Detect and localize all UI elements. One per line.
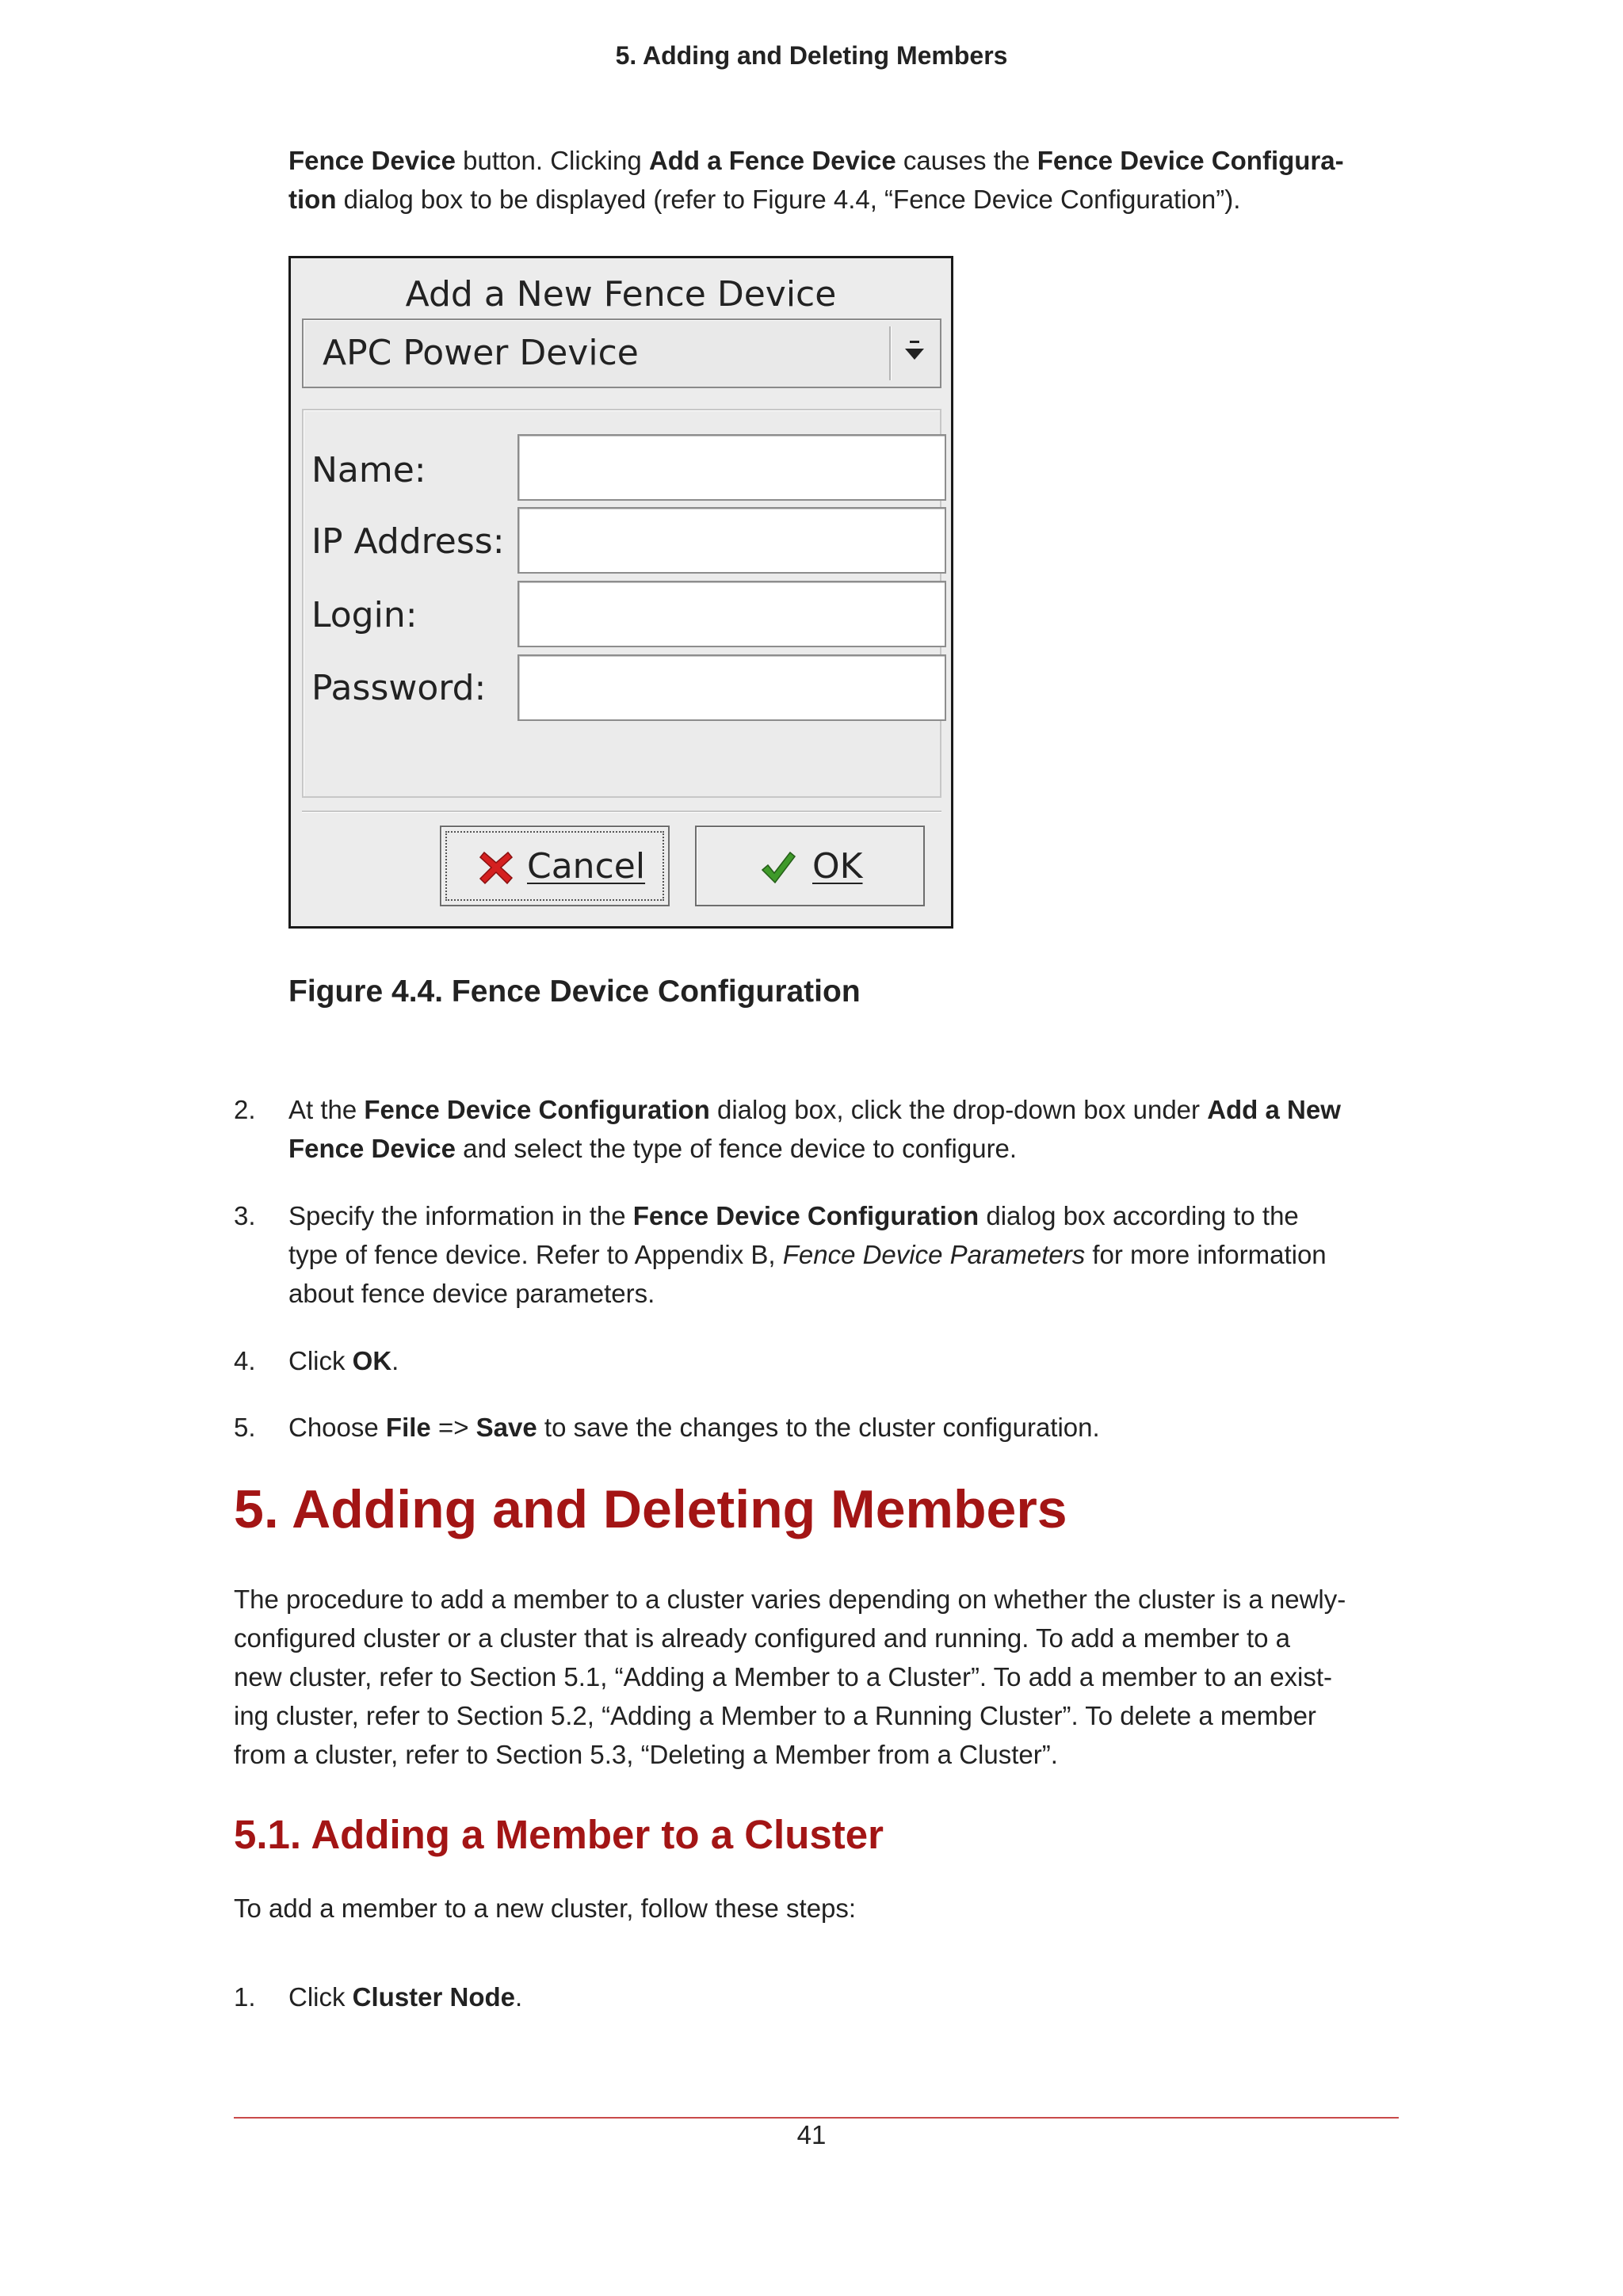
ip-address-label: IP Address: [311,521,505,562]
step-text: Click [288,1346,353,1375]
step-number: 5. [234,1413,256,1442]
footer-rule [234,2117,1399,2119]
figure-caption: Figure 4.4. Fence Device Configuration [288,974,861,1009]
step-text: Click [288,1982,353,2012]
name-label: Name: [311,450,426,490]
step-text: and select the type of fence device to configure. [455,1134,1018,1163]
subsection-intro: To add a member to a new cluster, follow these steps: [234,1894,857,1923]
dropdown-separator [889,326,891,380]
cancel-x-icon [478,849,514,886]
section-heading: 5. Adding and Deleting Members [234,1479,1067,1539]
step-text: dialog box, click the drop-down box under [709,1095,1208,1124]
ok-button[interactable] [695,826,925,906]
paragraph-line: configured cluster or a cluster that is already configured and running. To add a member to a [234,1623,1290,1653]
step-term: OK [352,1346,392,1375]
paragraph-line: from a cluster, refer to Section 5.3, “Deleting a Member from a Cluster”. [234,1740,1058,1769]
intro-term: tion [288,185,337,214]
chevron-down-icon[interactable] [899,334,930,374]
password-field[interactable] [517,654,946,721]
login-field[interactable] [517,581,946,647]
subsection-heading: 5.1. Adding a Member to a Cluster [234,1812,884,1857]
step-text: . [391,1346,399,1375]
step-term: Fence Device [288,1134,456,1163]
intro-text: dialog box to be displayed (refer to Figure 4.4, “Fence Device Configuration”). [336,185,1241,214]
step-text: => [430,1413,476,1442]
dropdown-selected-value: APC Power Device [323,333,639,373]
step-text: At the [288,1095,365,1124]
paragraph-line: new cluster, refer to Section 5.1, “Adding a Member to a Cluster”. To add a member to an exist- [234,1662,1333,1691]
device-type-dropdown[interactable] [302,318,941,388]
step-text: about fence device parameters. [288,1279,655,1308]
ok-label: OK [812,846,863,887]
step-term: File [385,1413,431,1442]
dialog-title: Add a New Fence Device [405,274,837,315]
intro-text: causes the [896,146,1037,175]
page-number: 41 [796,2120,827,2149]
step-text: Specify the information in the [288,1201,633,1230]
step-number: 1. [234,1982,256,2012]
step-number: 3. [234,1201,256,1230]
step-3-text [288,1196,1398,1313]
step-1-text [288,1978,1398,2016]
paragraph-line: The procedure to add a member to a cluster varies depending on whether the cluster is a newly- [234,1585,1346,1614]
step-4-text [288,1341,1398,1380]
cancel-label: Cancel [527,846,646,887]
intro-text: button. Clicking [455,146,649,175]
step-text: dialog box according to the [979,1201,1299,1230]
step-5-text [288,1408,1398,1447]
step-term: Fence Device Configuration [364,1095,710,1124]
intro-paragraph [288,141,1344,219]
dialog-divider [302,810,941,812]
intro-term: Add a Fence Device [648,146,896,175]
step-text: for more information [1085,1240,1327,1269]
fields-frame [302,409,941,798]
checkmark-icon [760,849,796,886]
step-term: Fence Device Configuration [632,1201,980,1230]
step-2-text [288,1090,1398,1168]
password-label: Password: [311,668,487,708]
ip-address-field[interactable] [517,507,946,574]
paragraph-line: ing cluster, refer to Section 5.2, “Adding a Member to a Running Cluster”. To delete a member [234,1701,1316,1730]
step-text: . [515,1982,523,2012]
login-label: Login: [311,595,418,635]
name-field[interactable] [517,434,946,501]
intro-term: Fence Device Configura- [1037,146,1344,175]
step-text: Choose [288,1413,386,1442]
fence-device-dialog [288,256,953,929]
appendix-title: Fence Device Parameters [782,1240,1086,1269]
cancel-button[interactable] [440,826,670,906]
step-number: 2. [234,1095,256,1124]
step-text: to save the changes to the cluster configuration. [537,1413,1100,1442]
intro-term: Fence Device [288,146,456,175]
step-term: Save [475,1413,537,1442]
step-term: Add a New [1207,1095,1341,1124]
section-paragraph [234,1580,1407,1774]
running-header: 5. Adding and Deleting Members [615,41,1008,70]
step-term: Cluster Node [352,1982,516,2012]
step-text: type of fence device. Refer to Appendix B, [288,1240,783,1269]
step-number: 4. [234,1346,256,1375]
